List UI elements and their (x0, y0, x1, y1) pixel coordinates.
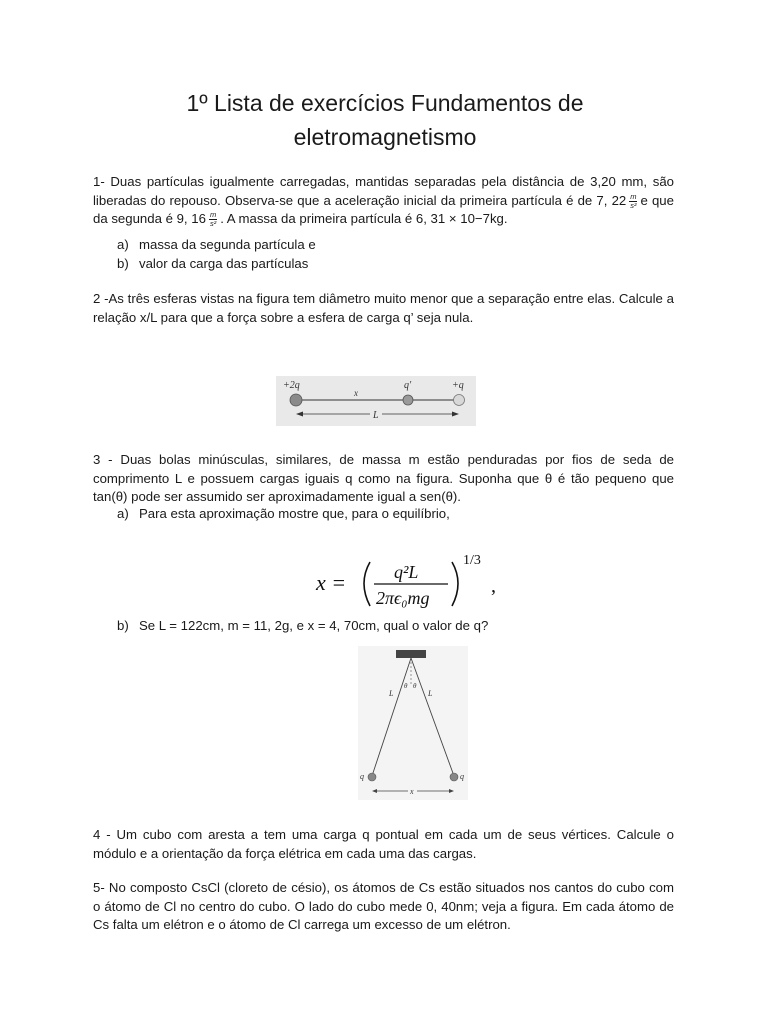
ceiling-support (396, 650, 426, 658)
three-spheres-figure (276, 376, 476, 426)
ball-right (450, 773, 458, 781)
right-paren (452, 562, 458, 606)
theta-right-label: θ (413, 682, 417, 690)
distance-label: x (410, 787, 414, 796)
formula-exponent: 1/3 (463, 553, 481, 568)
formula-comma: , (491, 575, 496, 597)
equilibrium-formula (300, 548, 520, 618)
question-3 (93, 451, 674, 507)
page-title (90, 86, 680, 154)
x-label: x (354, 388, 358, 398)
question-2-text: 2 -As três esferas vistas na figura tem diâmetro muito menor que a separação entre elas. Calcule a relação x/L para que a força sobre a esfera de carga q’ seja nula. (93, 291, 674, 325)
unit-fraction: $\frac{m}{\text{s²}}$ (209, 210, 217, 229)
charge-left-label: +2q (283, 380, 300, 391)
thread-left-label: L (389, 689, 394, 698)
charge-mid-label: q′ (404, 380, 412, 391)
question-1-text: 1- Duas partículas igualmente carregadas, mantidas separadas pela distância de 3,20 mm, são liberadas do repouso. Observa-se que a aceleração inicial da primeira partícula é de 7, (93, 174, 674, 208)
L-label: L (373, 410, 379, 421)
left-paren (364, 562, 370, 606)
theta-left-label: θ (404, 682, 408, 690)
charge-right-label: q (460, 772, 464, 781)
question-1-item-a: a) massa da segunda partícula e (117, 237, 316, 252)
formula-lhs: x = (316, 570, 347, 595)
title-line-2: eletromagnetismo (293, 124, 477, 150)
question-3-text: 3 - Duas bolas minúsculas, similares, de massa m estão penduradas por fios de seda de comprimento L e possuem cargas iguais q como na figura. Suponha que θ é tão pequeno que tan(θ) pode ser assumido ser aproximadamente igual a sen(θ). (93, 452, 674, 505)
charge-right-label: +q (452, 380, 464, 391)
question-3-item-a: a) Para esta aproximação mostre que, para o equilíbrio, (117, 506, 450, 521)
question-2 (93, 290, 674, 327)
thread-right-label: L (428, 689, 433, 698)
sphere-middle (403, 395, 413, 405)
hanging-balls-figure (358, 646, 468, 800)
unit-fraction: $\frac{m}{\text{s²}}$ (630, 191, 637, 210)
question-4 (93, 826, 674, 863)
ball-left (368, 773, 376, 781)
question-4-text: 4 - Um cubo com aresta a tem uma carga q pontual em cada um de seus vértices. Calcule o módulo e a orientação da força elétrica em cada uma das cargas. (93, 827, 674, 861)
question-1 (93, 173, 674, 229)
sphere-left (290, 394, 302, 406)
formula-numerator: q²L (394, 562, 419, 582)
sphere-right (454, 395, 465, 406)
question-3-item-b: b) Se L = 122cm, m = 11, 2g, e x = 4, 70cm, qual o valor de q? (117, 618, 489, 633)
question-1-item-b: b) valor da carga das partículas (117, 256, 309, 271)
question-1-text-2: e que da segunda é 9, 16 (93, 192, 674, 227)
question-5-text: 5- No composto CsCl (cloreto de césio), os átomos de Cs estão situados nos cantos do cubo com o átomo de Cl no centro do cubo. O lado do cubo mede 0, 40nm; veja a figura. Em cada átomo de Cs falta um elétron e o átomo de Cl carrega um excesso de um elétron. (93, 880, 674, 933)
question-1-value: 22 (611, 192, 627, 208)
question-1-text-3: . A massa da primeira partícula é 6, 31 × 10−7kg. (220, 211, 508, 227)
charge-left-label: q (360, 772, 364, 781)
title-line-1: 1º Lista de exercícios Fundamentos de (186, 90, 584, 116)
question-5 (93, 879, 674, 935)
formula-denominator: 2πϵ₀mg (376, 588, 430, 608)
